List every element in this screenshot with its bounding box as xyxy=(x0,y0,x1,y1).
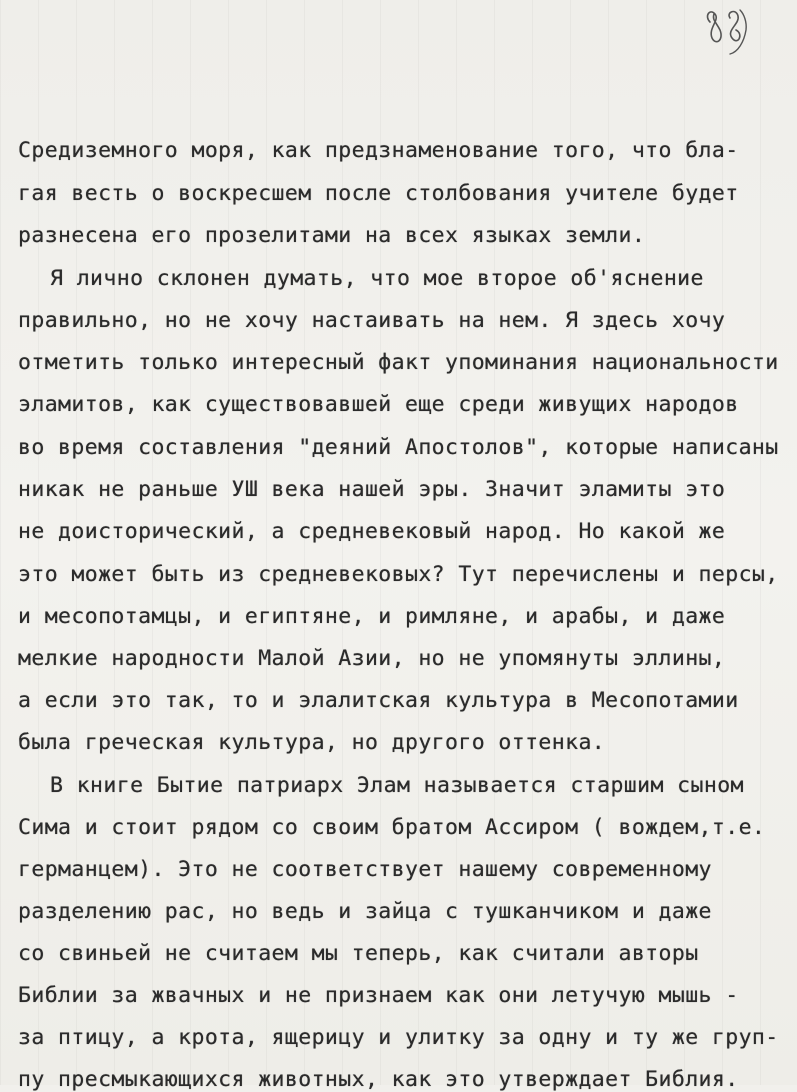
text-line: а если это так, то и элалитская культура в Месопотамии xyxy=(18,688,739,713)
text-line: за птицу, а крота, ящерицу и улитку за одну и ту же груп- xyxy=(18,1025,779,1050)
text-line: В книге Бытие патриарх Элам называется старшим сыном xyxy=(50,773,744,798)
page-number-handwritten xyxy=(700,4,750,64)
text-line: мелкие народности Малой Азии, но не упомянуты эллины, xyxy=(18,646,726,671)
text-line: пу пресмыкающихся животных, как это утверждает Библия. xyxy=(18,1067,739,1092)
text-line: германцем). Это не соответствует нашему современному xyxy=(18,857,712,882)
text-line: эламитов, как существовавшей еще среди живущих народов xyxy=(18,392,739,417)
text-line: не доисторический, а средневековый народ. Но какой же xyxy=(18,519,726,544)
text-line: разнесена его прозелитами на всех языках земли. xyxy=(18,223,646,248)
text-line: отметить только интересный факт упоминания национальности xyxy=(18,350,779,375)
text-line: была греческая культура, но другого оттенка. xyxy=(18,730,606,755)
page-number-mark xyxy=(700,4,750,64)
text-line: Библии за жвачных и не признаем как они летучую мышь - xyxy=(18,983,739,1008)
text-line: Я лично склонен думать, что мое второе об'яснение xyxy=(50,266,704,291)
text-line: гая весть о воскресшем после столбования учителе будет xyxy=(18,181,739,206)
text-line: разделению рас, но ведь и зайца с тушканчиком и даже xyxy=(18,899,712,924)
text-line: никак не раньше УШ века нашей эры. Значит эламиты это xyxy=(18,477,726,502)
text-line: Средиземного моря, как предзнаменование того, что бла- xyxy=(18,138,739,163)
text-line: правильно, но не хочу настаивать на нем. Я здесь хочу xyxy=(18,308,726,333)
text-line: со свиньей не считаем мы теперь, как считали авторы xyxy=(18,941,699,966)
text-line: и месопотамцы, и египтяне, и римляне, и арабы, и даже xyxy=(18,604,726,629)
text-line: это может быть из средневековых? Тут перечислены и персы, xyxy=(18,562,779,587)
text-line: во время составления "деяний Апостолов", которые написаны xyxy=(18,435,779,460)
text-line: Сима и стоит рядом со своим братом Ассиром ( вождем,т.е. xyxy=(18,815,766,840)
